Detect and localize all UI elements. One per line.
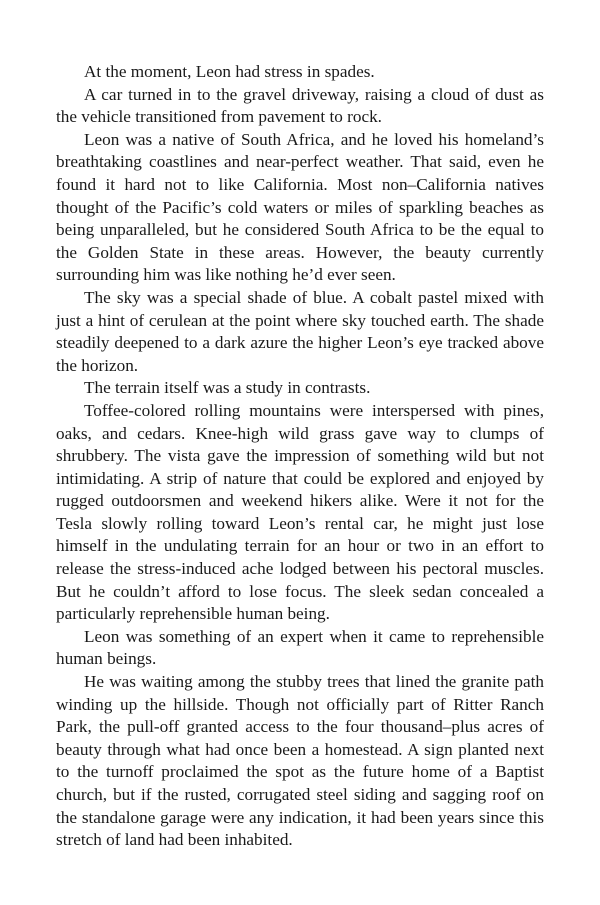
paragraph-6: Toffee-colored rolling mountains were interspersed with pines, oaks, and cedars. Knee-high wild grass gave way to clumps of shrubbery. The vista gave the impression of something wild but not intimidating. A strip of nature that could be explored and enjoyed by rugged outdoorsmen and weekend hikers alike. Were it not for the Tesla slowly rolling toward Leon’s rental car, he might just lose himself in the undulating terrain for an hour or two in an effort to release the stress-induced ache lodged between his pectoral muscles. But he couldn’t afford to lose focus. The sleek sedan concealed a particularly reprehensible human being. [56, 400, 544, 624]
paragraph-1: At the moment, Leon had stress in spades. [84, 62, 375, 81]
paragraph-8: He was waiting among the stubby trees that lined the granite path winding up the hillside. Though not officially part of Ritter Ranch Park, the pull-off granted access to the four thousand–plus acres of beauty through what had once been a homestead. A sign planted next to the turnoff proclaimed the spot as the future home of a Baptist church, but if the rusted, corrugated steel siding and sagging roof on the standalone garage were any indication, it had been years since this stretch of land had been inhabited. [56, 672, 544, 850]
paragraph-2: A car turned in to the gravel driveway, raising a cloud of dust as the vehicle transitioned from pavement to rock. [56, 84, 544, 127]
paragraph-3: Leon was a native of South Africa, and he loved his homeland’s breathtaking coastlines and near-perfect weather. That said, even he found it hard not to like California. Most non–California natives thought of the Pacific’s cold waters or miles of sparkling beaches as being unparalleled, but he considered South Africa to be the equal to the Golden State in these areas. However, the beauty currently surrounding him was like nothing he’d ever seen. [56, 129, 544, 285]
paragraph-4: The sky was a special shade of blue. A cobalt pastel mixed with just a hint of cerulean at the point where sky touched earth. The shade steadily deepened to a dark azure the higher Leon’s eye tracked above the horizon. [56, 287, 544, 375]
paragraph-5: The terrain itself was a study in contrasts. [84, 378, 371, 398]
paragraph-7: Leon was something of an expert when it came to reprehensible human beings. [56, 626, 544, 669]
